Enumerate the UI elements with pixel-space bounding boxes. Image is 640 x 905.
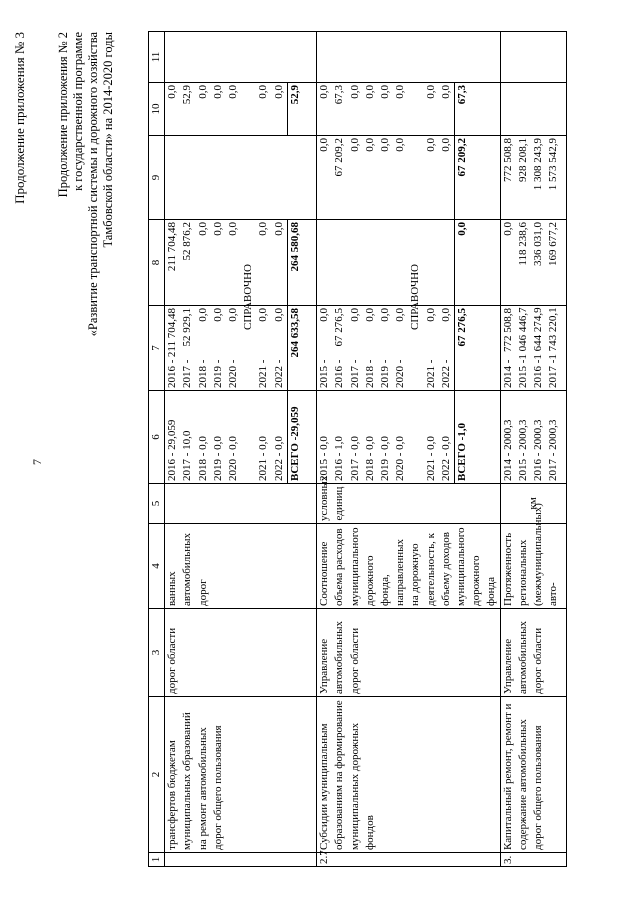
value-line [546,306,561,390]
value-line: 2022 - 0,0 [272,436,285,481]
value-line: 0,0 [257,222,270,236]
row-number: 3. [500,853,566,867]
year-label: 2022 - [272,359,285,388]
value-line: 2019 - 0,0 [378,436,391,481]
col-number: 10 [149,83,165,136]
measure-name: Субсидии муниципальным образованиям на формирование муниципальных дорожных фондов [317,697,500,853]
amount: 0,0 [211,308,224,322]
year-label: 2020 - [394,359,407,388]
col-number: 4 [149,524,165,609]
value-line [439,220,454,305]
program-table [148,31,567,867]
value-line [408,136,423,219]
value-line: 0,0 [348,85,361,99]
value-line: 0,0 [501,222,514,236]
value-line: 2017 - 10,0 [181,430,194,481]
value-line: 0,0 [211,85,224,99]
value-line: ВСЕГО -1,0 [454,391,470,483]
executor: Управление автомобильных дорог области [317,609,500,697]
value-line: 67,3 [333,85,346,105]
amount: 0,0 [272,308,285,322]
funding-local [317,83,500,136]
value-line: 0,0 [378,85,391,99]
indicator-name: Протяженность региональных (межмуниципальных) авто- [500,524,566,609]
value-line: 0,0 [439,138,452,152]
year-label: 2017 - [348,359,361,388]
year-label: 2016 - [166,359,179,388]
year-label: 2014 - [501,359,514,388]
value-line [424,220,439,305]
value-line [241,83,256,135]
amount: 1 743 220,1 [547,307,560,360]
value-line: 2017 - 0,0 [348,436,361,481]
measure-name: Капитальный ремонт, ремонт и содержание автомобильных дорог общего пользования [500,697,566,853]
value-line: 0,0 [211,222,224,236]
funding-regional [317,136,500,220]
value-line: 0,0 [363,85,376,99]
value-line: 928 208,1 [516,138,529,182]
col-number: 7 [149,306,165,391]
row-number: 2.7 [317,853,500,867]
value-line: 67,3 [454,83,470,135]
value-line: 2018 - 0,0 [363,436,376,481]
value-line: 2018 - 0,0 [196,436,209,481]
value-line [348,306,363,390]
value-line: 772 508,8 [501,138,514,182]
value-line: 0,0 [439,85,452,99]
value-line: 2019 - 0,0 [211,436,224,481]
value-line: 0,0 [226,85,239,99]
value-line [408,83,423,135]
value-line [393,220,408,305]
value-line: 0,0 [348,138,361,152]
value-line: 118 238,6 [516,222,529,266]
year-label: 2016 - [333,359,346,388]
value-line [348,220,363,305]
value-line: 2015 - 0,0 [318,436,331,481]
amount: 0,0 [318,308,331,322]
unit: условных единиц [317,484,500,524]
reference-label: СПРАВОЧНО [242,264,255,330]
year-label: 2021 - [424,359,437,388]
value-line [332,220,347,305]
value-line [226,306,241,390]
amount: 772 508,8 [501,308,514,352]
value-line [378,306,393,390]
funding-regional [500,136,566,220]
value-line: 2016 - 2000,3 [532,419,545,481]
year-label: 2018 - [196,359,209,388]
value-line [256,306,271,390]
value-line [408,264,423,390]
value-line: 2021 - 0,0 [257,436,270,481]
reference-label: СПРАВОЧНО [409,264,422,330]
value-line [332,306,347,390]
value-line [317,306,332,390]
year-label: 2019 - [211,359,224,388]
col-number: 2 [149,697,165,853]
value-line [408,391,423,483]
value-line [393,306,408,390]
unit: км [500,484,566,524]
value-line: 2020 - 0,0 [226,436,239,481]
funding-local [165,83,317,136]
executor: Управление автомобильных дорог области [500,609,566,697]
indicator-values [500,391,566,484]
amount: 0,0 [196,308,209,322]
value-line [439,306,454,390]
value-line: 2016 - 1,0 [333,436,346,481]
header-line-1: Продолжение приложения № 2 [56,32,70,198]
year-label: 2015 - [318,359,331,388]
value-line: 0,0 [394,85,407,99]
col-number: 5 [149,484,165,524]
indicator-name: Соотношение объема расходов муниципального дорожного фонда, направленных на дорожную деятельность, к объему доходов муниципального дорожного фонда [317,524,500,609]
amount: 1 046 446,7 [516,307,529,360]
value-line [287,306,303,390]
value-line [363,306,378,390]
amount: 0,0 [348,308,361,322]
amount: 1 644 274,9 [532,307,545,360]
funding-total [317,264,500,391]
year-label: 2019 - [378,359,391,388]
value-line: 0,0 [424,85,437,99]
table-row [317,32,500,867]
value-line: 0,0 [318,85,331,99]
col-number: 3 [149,609,165,697]
value-line [196,306,211,390]
header-line-4: Тамбовской области» на 2014-2020 годы [101,32,115,248]
value-line: 52,9 [287,83,303,135]
col-number: 6 [149,391,165,484]
year-label: 2017 - [181,359,194,388]
executor: дорог области [165,609,317,697]
value-line: 0,0 [378,138,391,152]
year-label: 2020 - [226,359,239,388]
indicator-values [165,391,317,484]
value-line: 2021 - 0,0 [424,436,437,481]
value-line [180,306,195,390]
value-line [241,391,256,483]
value-line: 336 031,0 [532,222,545,266]
col-number: 1 [149,853,165,867]
appendix-title: Продолжение приложения № 3 [12,32,27,204]
value-line [424,306,439,390]
value-line: 169 677,2 [547,222,560,266]
table-row [165,32,317,867]
value-line: 67 209,2 [454,136,470,219]
amount: 67 276,5 [333,308,346,347]
value-line: 0,0 [196,85,209,99]
amount: 0,0 [394,308,407,322]
year-label: 2021 - [257,359,270,388]
value-line [378,220,393,305]
header-line-3: «Развитие транспортной системы и дорожного хозяйства [86,32,100,337]
value-line [516,306,531,390]
value-line: 0,0 [226,222,239,236]
amount: 0,0 [439,308,452,322]
column-number-row [149,32,165,867]
value-line: 2017 - 2000,3 [547,419,560,481]
year-label: 2017 - [547,359,560,388]
value-line: 264 580,68 [287,220,303,305]
value-line: 0,0 [363,138,376,152]
value-line [501,306,516,390]
amount: 0,0 [257,308,270,322]
value-line: 2015 - 2000,3 [516,419,529,481]
value-line [454,306,470,390]
value-line [317,220,332,305]
col-number: 8 [149,220,165,306]
value-line: 52,9 [181,85,194,105]
value-line: 0,0 [424,138,437,152]
value-line: 1 308 243,9 [532,138,545,191]
indicator-name: ванных автомобильных дорог [165,524,317,609]
value-line: 0,0 [166,85,179,99]
funding-regional [165,136,317,220]
value-line: 0,0 [318,138,331,152]
amount: 0,0 [378,308,391,322]
value-line: ВСЕГО -29,059 [287,391,303,483]
value-line [272,306,287,390]
value-line: 67 209,2 [333,138,346,177]
value-line [241,264,256,390]
value-line: 2014 - 2000,3 [501,419,514,481]
value-line: 2022 - 0,0 [439,436,452,481]
value-line: 2020 - 0,0 [394,436,407,481]
year-label: 2015 - [516,359,529,388]
value-line: 2016 - 29,059 [166,419,179,481]
amount: 0,0 [424,308,437,322]
funding-federal [500,220,566,306]
value-line: 52 876,2 [181,222,194,261]
value-line: 0,0 [257,85,270,99]
amount: 264 633,58 [288,308,301,358]
value-line: 0,0 [272,85,285,99]
value-line [363,220,378,305]
value-line: 1 573 542,9 [547,138,560,191]
year-label: 2016 - [532,359,545,388]
value-line [211,306,226,390]
document-header [56,32,116,336]
year-label: 2018 - [363,359,376,388]
header-line-2: к государственной программе [71,32,85,191]
amount: 0,0 [363,308,376,322]
col-number: 9 [149,136,165,220]
table-row [500,32,566,867]
funding-total [500,306,566,391]
amount: 52 929,1 [181,308,194,347]
value-line: 0,0 [196,222,209,236]
value-line: 211 704,48 [166,222,179,272]
col-number: 11 [149,32,165,83]
value-line: 0,0 [394,138,407,152]
amount: 211 704,48 [166,308,179,358]
value-line: 0,0 [454,220,470,305]
measure-name: трансфертов бюджетам муниципальных образований на ремонт автомобильных дорог общего пользования [165,697,317,853]
funding-total [165,264,317,391]
amount: 0,0 [226,308,239,322]
page-number: 7 [30,459,44,465]
value-line [165,306,180,390]
indicator-values [317,391,500,484]
year-label: 2022 - [439,359,452,388]
amount: 67 276,5 [455,308,468,347]
value-line [531,306,546,390]
value-line: 0,0 [272,222,285,236]
